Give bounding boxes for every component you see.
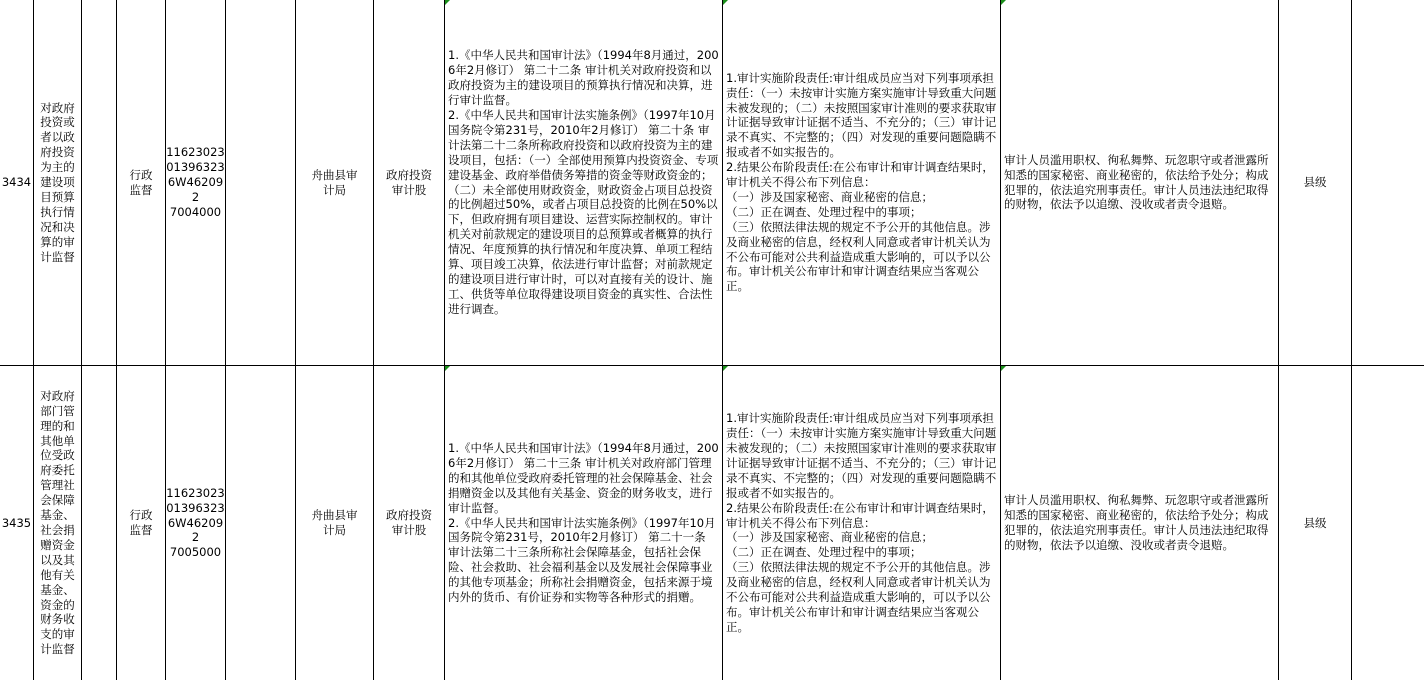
item-code: 11623023 01396323 6W462092 7004000	[166, 145, 225, 219]
cell-item[interactable]	[34, 366, 82, 680]
table-row[interactable]	[0, 366, 1424, 680]
responsible-dept: 政府投资 审计股	[386, 167, 432, 197]
cell-empty[interactable]	[1352, 366, 1424, 680]
cell-code[interactable]	[166, 0, 226, 365]
legal-basis: 1.《中华人民共和国审计法》（1994年8月通过，2006年2月修订） 第二十二条 审计机关对政府投资和以政府投资为主的建设项目的预算执行情况和决算，进行审计监督。 2.《中华人民共和国审计法实施条例》（1997年10月国务院令第231号，2010年2月修订） 第二十条 审计法第二十二条所称政府投资和以政府投资为主的建设项目，包括：（一）全部使用预算内投资资金、专项建设基金、政府举借债务筹措的资金等财政资金的；（二）未全部使用财政资金，财政资金占项目总投资的比例超过50%，或者占项目总投资的比例在50%以下，但政府拥有项目建设、运营实际控制权的。审计机关对前款规定的建设项目的总预算或者概算的执行情况、年度预算的执行情况和年度决算、单项工程结算、项目竣工决算，依法进行审计监督；对前款规定的建设项目进行审计时，可以对直接有关的设计、施工、供货等单位取得建设项目资金的真实性、合法性进行调查。	[448, 48, 719, 316]
cell-index[interactable]	[0, 0, 34, 365]
cell-org[interactable]	[296, 366, 374, 680]
implementing-org: 舟曲县审 计局	[311, 167, 358, 197]
item-category: 行政 监督	[129, 167, 153, 197]
cell-level[interactable]	[1279, 366, 1352, 680]
cell-dept[interactable]	[374, 366, 445, 680]
implementing-org: 舟曲县审 计局	[311, 508, 358, 537]
cell-basis[interactable]	[445, 366, 723, 680]
responsibility-items: 1.审计实施阶段责任:审计组成员应当对下列事项承担责任：（一）未按审计实施方案实施审计导致重大问题未被发现的；（二）未按照国家审计准则的要求获取审计证据导致审计证据不适当、不充分的；（三）审计记录不真实、不完整的；（四）对发现的重要问题隐瞒不报或者不如实报告的。 2.结果公布阶段责任:在公布审计和审计调查结果时，审计机关不得公布下列信息： （一）涉及国家秘密、商业秘密的信息； （二）正在调查、处理过程中的事项； （三）依照法律法规的规定不予公开的其他信息。涉及商业秘密的信息，经权利人同意或者审计机关认为不公布可能对公共利益造成重大影响的，可以予以公布。审计机关公布审计和审计调查结果应当客观公正。	[726, 70, 997, 294]
cell-org[interactable]	[296, 0, 374, 365]
cell-dept[interactable]	[374, 0, 445, 365]
cell-category[interactable]	[117, 366, 166, 680]
cell-category[interactable]	[117, 0, 166, 365]
item-category: 行政 监督	[129, 508, 153, 537]
cell-basis[interactable]	[445, 0, 723, 365]
item-code: 11623023 01396323 6W462092 7005000	[166, 485, 225, 560]
responsible-dept: 政府投资 审计股	[386, 508, 432, 537]
item-name: 对政府 部门管 理的和 其他单 位受政 府委托 管理社 会保障 基金、 社会捐 赠资金 以及其 他有关 基金、 资金的 财务收 支的审 计监督	[40, 388, 75, 657]
exercise-level: 县级	[1303, 515, 1327, 530]
cell-item[interactable]	[34, 0, 82, 365]
accountability: 审计人员滥用职权、徇私舞弊、玩忽职守或者泄露所知悉的国家秘密、商业秘密的，依法给予处分；构成犯罪的，依法追究刑事责任。审计人员违法违纪取得的财物，依法予以追缴、没收或者责令退赔。	[1004, 152, 1269, 212]
responsibility-items: 1.审计实施阶段责任:审计组成员应当对下列事项承担责任：（一）未按审计实施方案实施审计导致重大问题未被发现的；（二）未按照国家审计准则的要求获取审计证据导致审计证据不适当、不充分的；（三）审计记录不真实、不完整的；（四）对发现的重要问题隐瞒不报或者不如实报告的。 2.结果公布阶段责任:在公布审计和审计调查结果时，审计机关不得公布下列信息： （一）涉及国家秘密、商业秘密的信息； （二）正在调查、处理过程中的事项； （三）依照法律法规的规定不予公开的其他信息。涉及商业秘密的信息，经权利人同意或者审计机关认为不公布可能对公共利益造成重大影响的，可以予以公布。审计机关公布审计和审计调查结果应当客观公正。	[726, 411, 997, 634]
comment-marker	[723, 366, 728, 371]
cell-index[interactable]	[0, 366, 34, 680]
row-index: 3434	[1, 175, 32, 190]
cell-empty[interactable]	[82, 366, 117, 680]
cell-duty[interactable]	[723, 0, 1001, 365]
cell-liability[interactable]	[1001, 366, 1279, 680]
comment-marker	[445, 0, 450, 5]
comment-marker	[445, 366, 450, 371]
cell-empty[interactable]	[82, 0, 117, 365]
cell-empty[interactable]	[226, 0, 296, 365]
cell-duty[interactable]	[723, 366, 1001, 680]
cell-empty[interactable]	[226, 366, 296, 680]
comment-marker	[1001, 0, 1006, 5]
accountability: 审计人员滥用职权、徇私舞弊、玩忽职守或者泄露所知悉的国家秘密、商业秘密的，依法给予处分；构成犯罪的，依法追究刑事责任。审计人员违法违纪取得的财物，依法予以追缴、没收或者责令退赔。	[1004, 493, 1269, 552]
exercise-level: 县级	[1303, 175, 1327, 190]
cell-level[interactable]	[1279, 0, 1352, 365]
cell-liability[interactable]	[1001, 0, 1279, 365]
row-index: 3435	[1, 515, 32, 530]
legal-basis: 1.《中华人民共和国审计法》（1994年8月通过，2006年2月修订） 第二十三条 审计机关对政府部门管理的和其他单位受政府委托管理的社会保障基金、社会捐赠资金以及其他有关基金、资金的财务收支，进行审计监督。 2.《中华人民共和国审计法实施条例》（1997年10月国务院令第231号，2010年2月修订） 第二十一条 审计法第二十三条所称社会保障基金，包括社会保险、社会救助、社会福利基金以及发展社会保障事业的其他专项基金；所称社会捐赠资金，包括来源于境内外的货币、有价证券和实物等各种形式的捐赠。	[448, 441, 719, 605]
comment-marker	[1001, 366, 1006, 371]
cell-code[interactable]	[166, 366, 226, 680]
comment-marker	[723, 0, 728, 5]
item-name: 对政府 投资或 者以政 府投资 为主的 建设项 目预算 执行情 况和决 算的审 计监督	[40, 100, 75, 264]
cell-empty[interactable]	[1352, 0, 1424, 365]
